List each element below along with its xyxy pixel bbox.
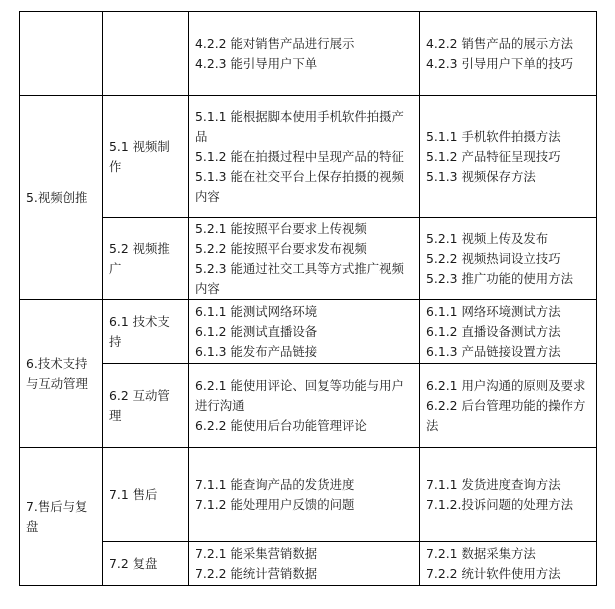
module-cell: 5.视频创推 [20,96,103,300]
skill-item: 6.1.2 能测试直播设备 [195,323,318,339]
knowledge-item: 5.1.1 手机软件拍摄方法 [426,128,561,144]
skill-item: 5.1.3 能在社交平台上保存拍摄的视频内容 [195,168,404,204]
knowledge-item: 5.2.3 推广功能的使用方法 [426,270,573,286]
skill-item: 5.1.2 能在拍摄过程中呈现产品的特征 [195,148,404,164]
skill-item: 5.2.1 能按照平台要求上传视频 [195,220,367,236]
unit-cell: 5.2 视频推广 [103,218,189,300]
skill-cell [189,12,420,96]
skill-cell [189,96,420,218]
table-row [20,300,597,364]
knowledge-item: 4.2.2 销售产品的展示方法 [426,35,573,51]
table-row [20,96,597,218]
unit-cell-blank [103,12,189,96]
knowledge-item: 7.1.1 发货进度查询方法 [426,476,561,492]
knowledge-cell [420,364,597,448]
table-row [20,12,597,96]
unit-cell: 5.1 视频制作 [103,96,189,218]
module-cell: 7.售后与复盘 [20,448,103,586]
knowledge-item: 5.1.2 产品特征呈现技巧 [426,148,561,164]
skill-item: 6.2.1 能使用评论、回复等功能与用户进行沟通 [195,377,404,413]
knowledge-item: 6.1.3 产品链接设置方法 [426,343,561,359]
knowledge-cell [420,448,597,542]
skill-cell [189,218,420,300]
skill-item: 7.2.2 能统计营销数据 [195,565,318,581]
knowledge-item: 5.2.1 视频上传及发布 [426,230,549,246]
module-cell-blank [20,12,103,96]
knowledge-item: 6.1.1 网络环境测试方法 [426,303,561,319]
knowledge-cell [420,542,597,586]
knowledge-item: 5.2.2 视频热词设立技巧 [426,250,561,266]
table-row [20,542,597,586]
skill-cell [189,448,420,542]
skill-item: 6.2.2 能使用后台功能管理评论 [195,417,367,433]
knowledge-cell [420,218,597,300]
knowledge-item: 5.1.3 视频保存方法 [426,168,536,184]
skill-item: 6.1.3 能发布产品链接 [195,343,318,359]
unit-cell: 7.1 售后 [103,448,189,542]
knowledge-item: 6.1.2 直播设备测试方法 [426,323,561,339]
knowledge-item: 7.2.1 数据采集方法 [426,545,536,561]
unit-cell: 7.2 复盘 [103,542,189,586]
curriculum-table [19,11,597,586]
knowledge-item: 7.2.2 统计软件使用方法 [426,565,561,581]
knowledge-cell [420,96,597,218]
skill-item: 6.1.1 能测试网络环境 [195,303,318,319]
unit-cell: 6.1 技术支持 [103,300,189,364]
knowledge-cell [420,300,597,364]
skill-item: 4.2.3 能引导用户下单 [195,55,318,71]
unit-cell: 6.2 互动管理 [103,364,189,448]
skill-item: 7.1.2 能处理用户反馈的问题 [195,496,355,512]
skill-item: 5.1.1 能根据脚本使用手机软件拍摄产品 [195,108,404,144]
module-cell: 6.技术支持与互动管理 [20,300,103,448]
skill-item: 4.2.2 能对销售产品进行展示 [195,35,355,51]
knowledge-item: 6.2.2 后台管理功能的操作方法 [426,397,586,433]
skill-item: 7.1.1 能查询产品的发货进度 [195,476,355,492]
skill-cell [189,542,420,586]
table-row [20,218,597,300]
knowledge-cell [420,12,597,96]
knowledge-item: 7.1.2.投诉问题的处理方法 [426,496,573,512]
skill-cell [189,364,420,448]
table-row [20,448,597,542]
skill-cell [189,300,420,364]
knowledge-item: 4.2.3 引导用户下单的技巧 [426,55,573,71]
skill-item: 7.2.1 能采集营销数据 [195,545,318,561]
skill-item: 5.2.3 能通过社交工具等方式推广视频内容 [195,260,404,296]
knowledge-item: 6.2.1 用户沟通的原则及要求 [426,377,586,393]
table-row [20,364,597,448]
skill-item: 5.2.2 能按照平台要求发布视频 [195,240,367,256]
